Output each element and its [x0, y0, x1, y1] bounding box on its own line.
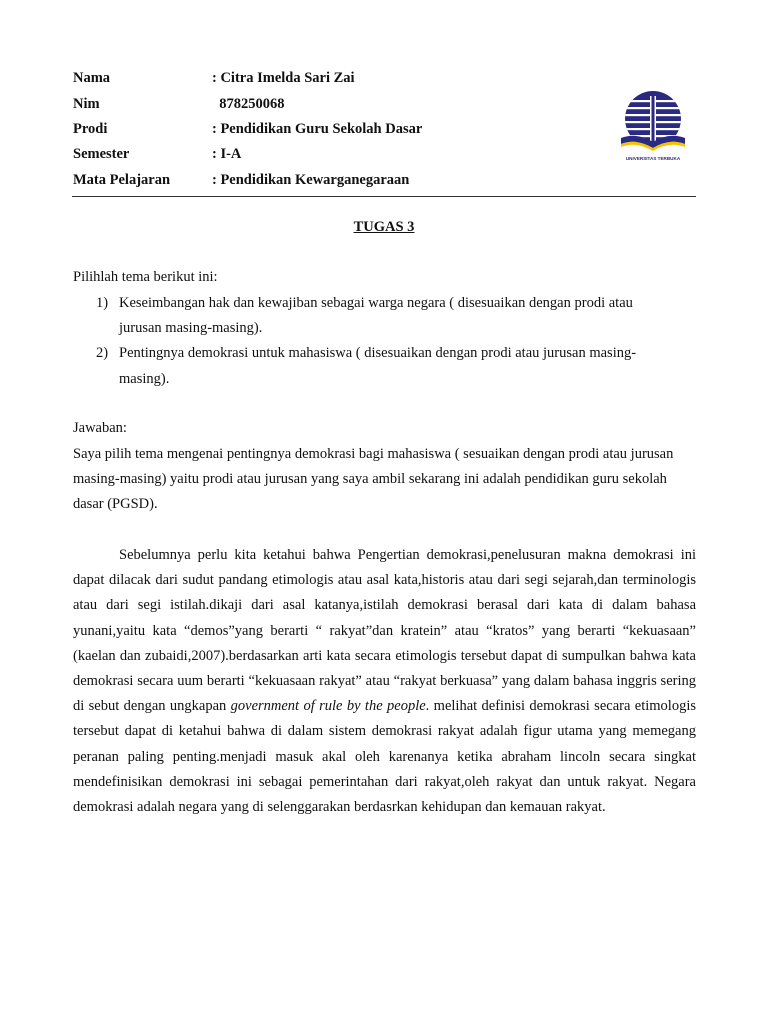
main-paragraph [73, 543, 696, 820]
info-label: Prodi [73, 120, 108, 137]
info-row-nama [73, 66, 533, 91]
info-row-nim [73, 91, 533, 116]
info-label: Nim [73, 95, 100, 112]
main-text-italic: government of rule by the people [230, 698, 426, 715]
list-number: 2) [96, 345, 109, 362]
info-label: Nama [73, 70, 111, 87]
answer-intro: Saya pilih tema mengenai pentingnya demokrasi bagi mahasiswa ( sesuaikan dengan prodi atau jurusan masing-masing) yaitu prodi atau jurusan yang saya ambil sekarang ini adalah pendidikan guru sekolah dasar (PGSD). [73, 446, 674, 513]
intro-text: Pilihlah tema berikut ini: [73, 269, 218, 285]
info-value: : I-A [212, 146, 242, 163]
info-label: Semester [73, 146, 130, 163]
list-text: Pentingnya demokrasi untuk mahasiswa ( disesuaikan dengan prodi atau jurusan masing-masing). [119, 345, 637, 387]
theme-list [96, 291, 676, 392]
info-value: : Pendidikan Kewarganegaraan [212, 171, 410, 188]
info-row-mata-pelajaran [73, 168, 533, 193]
assignment-title: TUGAS 3 [353, 219, 415, 235]
student-info [73, 66, 533, 193]
list-item [96, 341, 676, 391]
list-text: Keseimbangan hak dan kewajiban sebagai warga negara ( disesuaikan dengan prodi atau jurusan masing-masing). [119, 295, 633, 337]
info-value: : Pendidikan Guru Sekolah Dasar [212, 120, 423, 137]
main-text-part1: Sebelumnya perlu kita ketahui bahwa Pengertian demokrasi,penelusuran makna demokrasi ini dapat dilacak dari sudut pandang etimologis atau asal kata,historis atau dari segi sejarah,dan terminologis atau dari segi istilah.dikaji dari asal katanya,istilah demokrasi berasal dari kata di dalam bahasa yunani,yaitu kata “demos”yang berarti “ rakyat”dan kratein” atau “kratos” yang berarti “kekuasaan” (kaelan dan zubaidi,2007).berdasarkan arti kata secara etimologis tersebut dapat di sumpulkan bahwa kata demokrasi secara uum berarti “kekuasaan rakyat” atau “rakyat berkuasa” yang dalam bahasa inggris sering di sebut dengan ungkapan [73, 547, 696, 715]
info-row-prodi [73, 117, 533, 142]
info-label: Mata Pelajaran [73, 171, 171, 188]
info-value: 878250068 [212, 95, 285, 112]
list-number: 1) [96, 295, 109, 311]
info-value: : Citra Imelda Sari Zai [212, 70, 355, 87]
logo-caption: UNIVERSITAS TERBUKA [625, 156, 681, 161]
universitas-terbuka-logo [617, 88, 689, 164]
main-text-part2: . melihat definisi demokrasi secara etimologis tersebut dapat di ketahui bahwa di dalam sistem demokrasi rakyat adalah figur utama yang memegang peranan paling penting.menjadi masuk akal oleh karenanya ketika abraham lincoln secara singkat mendefinisikan demokrasi ini sebagai pemerintahan dari rakyat,oleh rakyat dan untuk rakyat. Negara demokrasi adalah negara yang di selenggarakan berdasrkan kehidupan dan kemauan rakyat. [73, 698, 696, 816]
answer-label: Jawaban: [73, 420, 127, 436]
info-row-semester [73, 142, 533, 167]
list-item [96, 291, 676, 341]
header-divider [72, 196, 696, 197]
